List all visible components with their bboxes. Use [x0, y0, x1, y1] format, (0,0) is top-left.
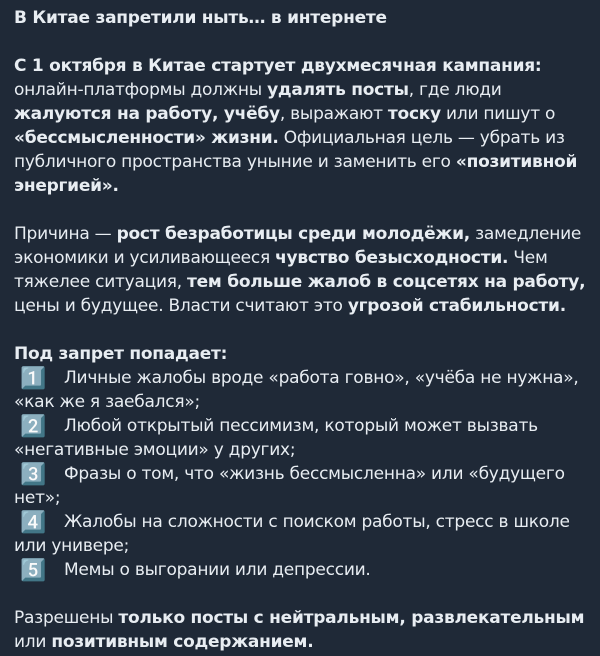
allowed-bold-neutral: только посты с нейтральным, развлекательным: [118, 608, 585, 628]
number-1-icon: 1️⃣: [20, 366, 47, 390]
paragraph-allowed: [14, 606, 586, 654]
spacer: [14, 582, 586, 606]
post-title: В Китае запретили ныть… в интернете: [14, 8, 387, 28]
spacer: [14, 318, 586, 342]
list-item: [14, 510, 586, 558]
reason-text: Чем тяжелее ситуация,: [14, 248, 548, 292]
list-item: [14, 414, 586, 462]
reason-bold-threat: угрозой стабильности.: [347, 296, 566, 316]
intro-text: или пишут о: [440, 104, 556, 124]
spacer: [14, 198, 586, 222]
intro-bold-lead: С 1 октября в Китае стартует двухмесячная кампания:: [14, 56, 542, 76]
reason-text: цены и будущее. Власти считают это: [14, 296, 348, 316]
list-item: [14, 558, 586, 582]
list-item-text: Фразы о том, что «жизнь бессмысленна» или «будущего нет»;: [14, 464, 565, 508]
reason-bold-hopeless: чувство безысходности.: [275, 248, 509, 268]
list-item-text: Личные жалобы вроде «работа говно», «учёба не нужна», «как же я заебался»;: [14, 368, 579, 412]
number-5-icon: 5️⃣: [20, 558, 47, 582]
list-item: [14, 366, 586, 414]
intro-bold-meaningless: «бессмысленности» жизни.: [14, 128, 279, 148]
list-item-text: Любой открытый пессимизм, который может вызвать «негативные эмоции» у других;: [14, 416, 538, 460]
list-item-text: Жалобы на сложности с поиском работы, стресс в школе или универе;: [14, 512, 570, 556]
allowed-text: Разрешены: [14, 608, 119, 628]
allowed-bold-positive: позитивным содержанием.: [51, 632, 314, 652]
reason-text: Причина —: [14, 224, 117, 244]
intro-bold-delete: удалять посты: [267, 80, 409, 100]
reason-text: замедление экономики и усиливающееся: [14, 224, 582, 268]
reason-bold-complaints: тем больше жалоб в соцсетях на работу,: [187, 272, 586, 292]
intro-bold-complain: жалуются на работу, учёбу: [14, 104, 280, 124]
list-item-text: Мемы о выгорании или депрессии.: [64, 560, 371, 580]
paragraph-reason: [14, 222, 586, 318]
spacer: [14, 30, 586, 54]
intro-bold-sadness: тоску: [387, 104, 441, 124]
number-4-icon: 4️⃣: [20, 510, 47, 534]
list-heading: Под запрет попадает:: [14, 344, 228, 364]
paragraph-intro: [14, 54, 586, 198]
intro-bold-positive: «позитивной энергией».: [14, 152, 578, 196]
number-2-icon: 2️⃣: [20, 414, 47, 438]
list-item: [14, 462, 586, 510]
intro-text: , где люди: [408, 80, 502, 100]
intro-text: , выражают: [279, 104, 388, 124]
intro-text: онлайн-платформы должны: [14, 80, 268, 100]
allowed-text: или: [14, 632, 52, 652]
number-3-icon: 3️⃣: [20, 462, 47, 486]
intro-text: Официальная цель — убрать из публичного пространства уныние и заменить его: [14, 128, 565, 172]
reason-bold-unemployment: рост безработицы среди молодёжи,: [116, 224, 470, 244]
